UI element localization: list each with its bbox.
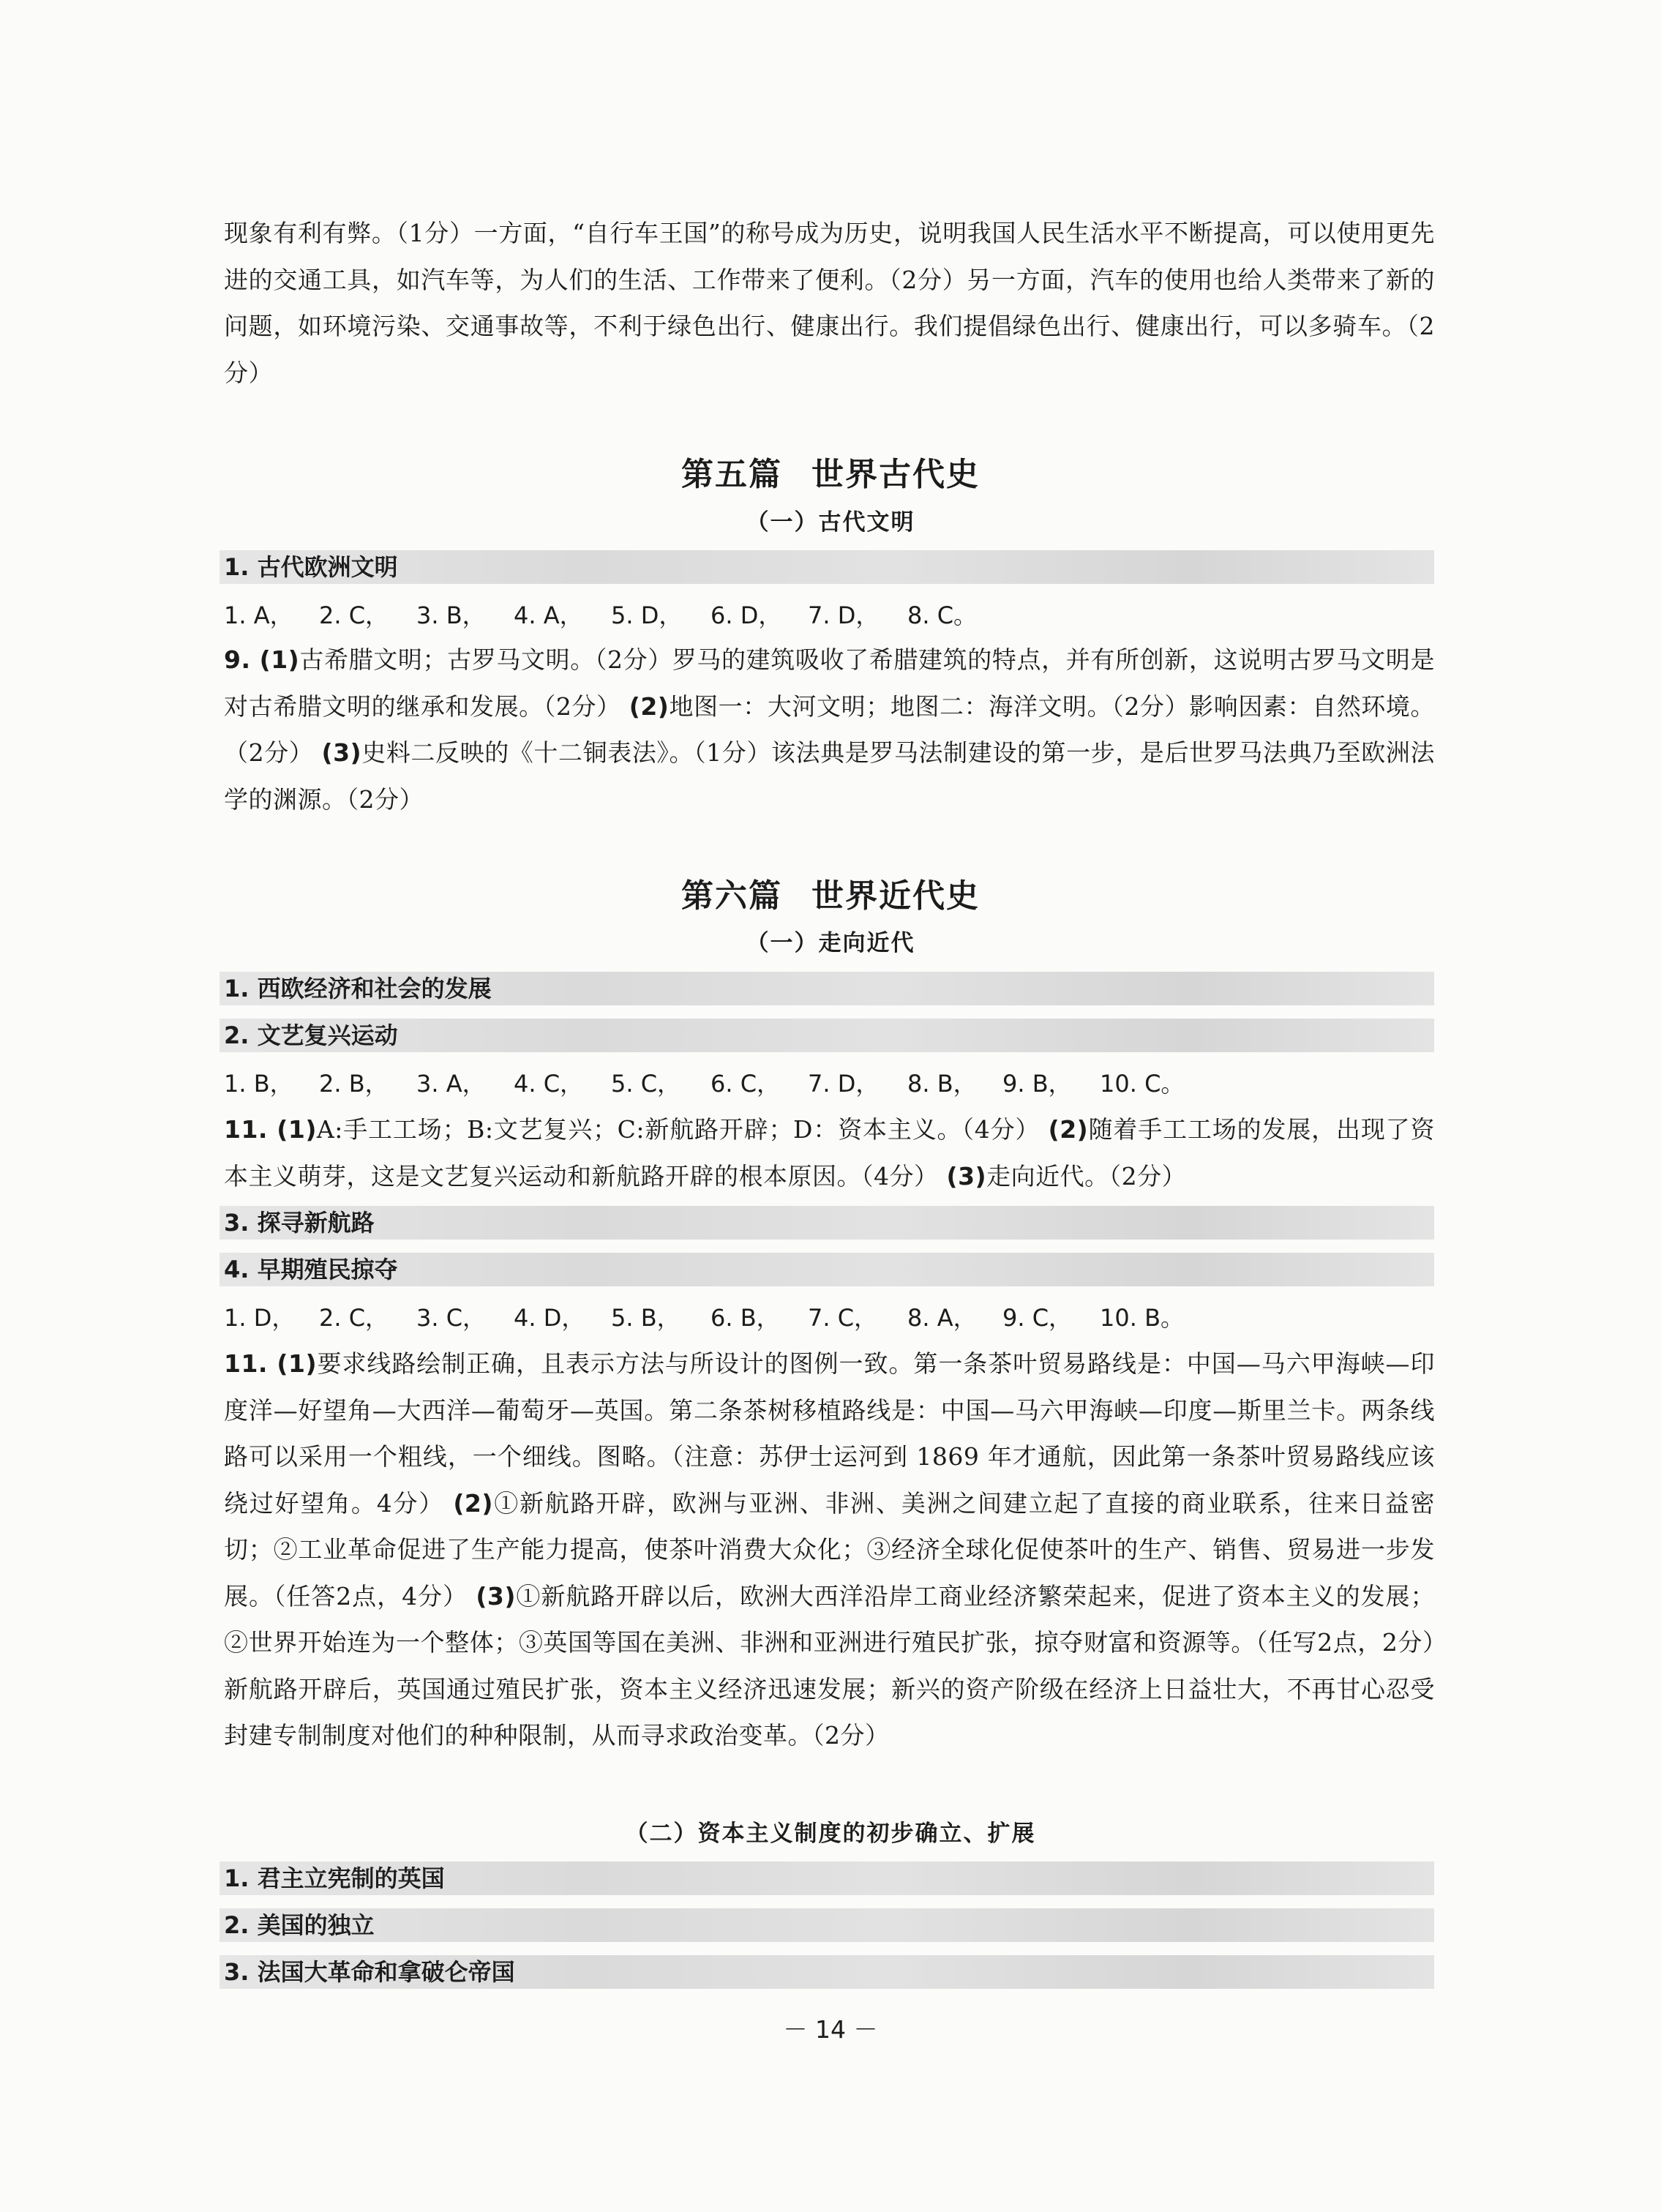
part5-title-name: 世界古代史: [811, 456, 980, 493]
question-11-renaissance-answer: [224, 1106, 1435, 1199]
question-text: 要求线路绘制正确，且表示方法与所设计的图例一致。第一条茶叶贸易路线是：中国—马六甲海峡—印度洋—好望角—大西洋—葡萄牙—英国。第二条茶树移植路线是：中国—马六甲海峡—印度—斯里兰卡。两条线路可以采用一个粗线，一个细线。图略。（注意：苏伊士运河到 1869 年才通航，因此第一条茶叶贸易路线应该绕过好望角。4分）: [224, 1349, 1435, 1518]
question-text: 地图一：大河文明；地图二：海洋文明。（2分）影响因素：自然环境。（2分）: [224, 691, 1435, 767]
answer-item: 6. C，: [710, 1070, 781, 1098]
question-text: 走向近代。（2分）: [986, 1161, 1187, 1191]
answer-item: 7. C，: [808, 1304, 878, 1332]
answer-item: 3. C，: [416, 1304, 487, 1332]
section-bar-colonial-plunder: 4. 早期殖民掠夺: [220, 1253, 1434, 1286]
section-bar-western-europe: 1. 西欧经济和社会的发展: [220, 972, 1434, 1005]
answer-item: 5. C，: [611, 1070, 681, 1098]
intro-paragraph: 现象有利有弊。（1分）一方面，“自行车王国”的称号成为历史，说明我国人民生活水平不断提高，可以使用更先进的交通工具，如汽车等，为人们的生活、工作带来了便利。（2分）另一方面，汽车的使用也给人类带来了新的问题，如环境污染、交通事故等，不利于绿色出行、健康出行。我们提倡绿色出行、健康出行，可以多骑车。（2分）: [224, 219, 1435, 387]
section-bar-renaissance: 2. 文艺复兴运动: [220, 1019, 1434, 1052]
answer-item: 1. D，: [224, 1304, 296, 1332]
question-label: (2): [1048, 1115, 1089, 1144]
answer-item: 7. D，: [808, 601, 880, 629]
question-text: 古希腊文明；古罗马文明。（2分）罗马的建筑吸收了希腊建筑的特点，并有所创新，这说明古罗马文明是对古希腊文明的继承和发展。（2分）: [224, 645, 1435, 721]
part6-subtitle: （一）走向近代: [746, 930, 915, 956]
answer-item: 4. D，: [514, 1304, 585, 1332]
answer-item: 8. B，: [907, 1070, 977, 1098]
answer-item: 8. A，: [907, 1304, 977, 1332]
question-text: 史料二反映的《十二铜表法》。（1分）该法典是罗马法制建设的第一步，是后世罗马法典乃至欧洲法学的渊源。（2分）: [224, 738, 1435, 814]
section-bar-french-revolution: 3. 法国大革命和拿破仑帝国: [220, 1955, 1434, 1989]
part5-title: [0, 448, 1661, 495]
answer-item: 6. D，: [710, 601, 782, 629]
answer-item: 7. D，: [808, 1070, 880, 1098]
answer-item: 1. B，: [224, 1070, 293, 1098]
section-bar-ancient-europe: 1. 古代欧洲文明: [220, 550, 1434, 584]
answer-item: 6. B，: [710, 1304, 780, 1332]
question-label: (2): [453, 1488, 493, 1518]
answer-row-part5: [224, 599, 1435, 632]
part6-title: [0, 869, 1661, 916]
page-number: － 14 －: [783, 2015, 878, 2044]
question-label: 9. (1): [224, 645, 300, 674]
answer-item: 10. B。: [1100, 1304, 1185, 1332]
question-label: (3): [946, 1161, 987, 1191]
answer-row-colonial: [224, 1301, 1435, 1335]
question-label: (3): [476, 1581, 516, 1611]
question-label: (2): [629, 691, 670, 721]
part5-title-number: 第五篇: [681, 456, 782, 493]
answer-item: 5. D，: [611, 601, 683, 629]
answer-item: 4. C，: [514, 1070, 584, 1098]
answer-item: 9. C，: [1002, 1304, 1073, 1332]
part6-title-number: 第六篇: [681, 877, 782, 915]
question-11-colonial-answer: [224, 1341, 1435, 1759]
part5-subtitle: （一）古代文明: [746, 509, 915, 536]
question-text: ①新航路开辟，欧洲与亚洲、非洲、美洲之间建立起了直接的商业联系，往来日益密切；②工业革命促进了生产能力提高，使茶叶消费大众化；③经济全球化促使茶叶的生产、销售、贸易进一步发展。（任答2点，4分）: [224, 1488, 1436, 1611]
question-text: ①新航路开辟以后，欧洲大西洋沿岸工商业经济繁荣起来，促进了资本主义的发展；②世界开始连为一个整体；③英国等国在美洲、非洲和亚洲进行殖民扩张，掠夺财富和资源等。（任写2点，2分）新航路开辟后，英国通过殖民扩张，资本主义经济迅速发展；新兴的资产阶级在经济上日益壮大，不再甘心忍受封建专制制度对他们的种种限制，从而寻求政治变革。（2分）: [224, 1581, 1435, 1750]
answer-item: 3. A，: [416, 1070, 486, 1098]
part6-title-name: 世界近代史: [811, 877, 980, 915]
answer-item: 2. B，: [319, 1070, 389, 1098]
question-text: 随着手工工场的发展，出现了资本主义萌芽，这是文艺复兴运动和新航路开辟的根本原因。（4分）: [224, 1115, 1436, 1191]
section-bar-us-independence: 2. 美国的独立: [220, 1908, 1434, 1942]
question-label: 11. (1): [224, 1115, 317, 1144]
section-bar-new-routes: 3. 探寻新航路: [220, 1206, 1434, 1240]
answer-item: 4. A，: [514, 601, 583, 629]
answer-item: 2. C，: [319, 601, 389, 629]
answer-item: 10. C。: [1100, 1070, 1185, 1098]
answer-item: 8. C。: [907, 601, 978, 629]
answer-row-renaissance: [224, 1067, 1435, 1101]
question-text: A:手工工场；B:文艺复兴；C:新航路开辟；D：资本主义。（4分）: [316, 1115, 1041, 1144]
question-label: 11. (1): [224, 1349, 318, 1378]
question-label: (3): [321, 738, 362, 767]
section-bar-britain: 1. 君主立宪制的英国: [220, 1862, 1434, 1895]
answer-item: 2. C，: [319, 1304, 389, 1332]
answer-item: 9. B，: [1002, 1070, 1072, 1098]
part6-subtitle-2: （二）资本主义制度的初步确立、扩展: [625, 1821, 1036, 1847]
answer-item: 1. A，: [224, 601, 293, 629]
answer-item: 5. B，: [611, 1304, 680, 1332]
answer-item: 3. B，: [416, 601, 486, 629]
question-9-answer: [224, 637, 1435, 822]
